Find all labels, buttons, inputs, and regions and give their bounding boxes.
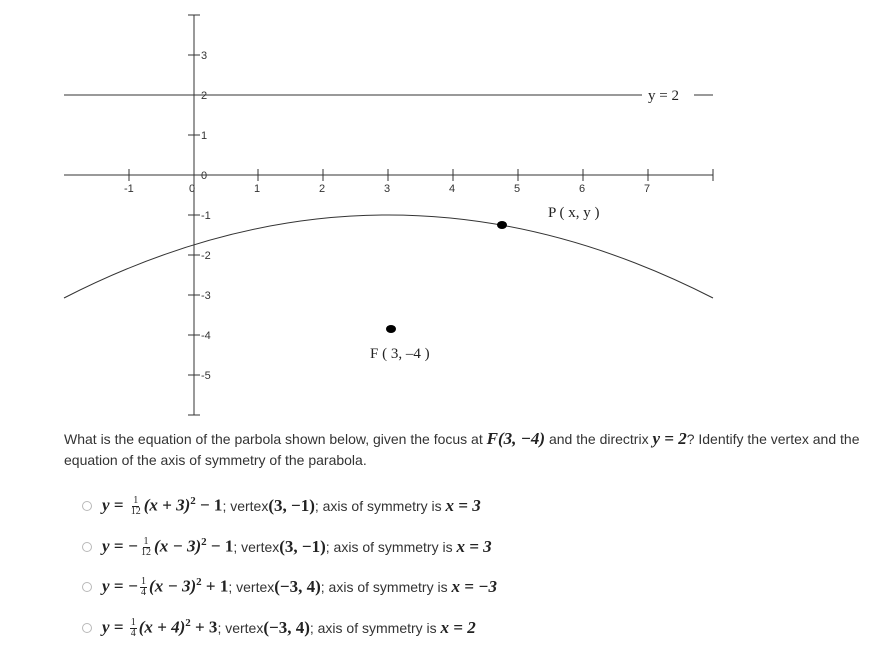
focus-math: F(3, −4): [487, 429, 545, 448]
vertex-value: (−3, 4): [274, 577, 321, 597]
question-text-part: What is the equation of the parbola shown below, given the focus at: [64, 431, 487, 447]
vertex-label: ; vertex: [222, 498, 268, 514]
x-tick-label: 5: [514, 183, 520, 195]
answer-choice-1[interactable]: [82, 486, 497, 527]
vertex-value: (3, −1): [279, 537, 326, 557]
y-tick-label: -5: [201, 370, 211, 382]
point-p-marker: [497, 221, 507, 229]
axis-value: x = −3: [451, 577, 497, 597]
focus-marker: [386, 325, 396, 333]
answer-choice-2[interactable]: [82, 527, 497, 568]
vertex-label: ; vertex: [228, 579, 274, 595]
equation: y = $\frac{1}{12}$ $(x + 3)^2 - 1$: [102, 495, 222, 517]
vertex-label: ; vertex: [217, 620, 263, 636]
x-tick-label: 2: [319, 183, 325, 195]
y-tick-label: -2: [201, 250, 211, 262]
answer-choice-3[interactable]: [82, 567, 497, 608]
axis-value: x = 2: [441, 618, 476, 638]
answer-choice-4[interactable]: [82, 608, 497, 648]
y-tick-label: 2: [201, 90, 207, 102]
y-tick-label: -3: [201, 290, 211, 302]
axis-label: ; axis of symmetry is: [321, 579, 448, 595]
radio-button[interactable]: [82, 623, 92, 633]
y-axis-ticks: [188, 50, 211, 382]
axis-label: ; axis of symmetry is: [326, 539, 453, 555]
y-tick-label: -1: [201, 210, 211, 222]
y-tick-label: 3: [201, 50, 207, 62]
x-tick-label: 0: [189, 183, 195, 195]
axis-label: ; axis of symmetry is: [310, 620, 437, 636]
vertex-label: ; vertex: [233, 539, 279, 555]
equation: y = $\frac{1}{4}$ $(x + 4)^2 + 3$: [102, 617, 217, 639]
radio-button[interactable]: [82, 582, 92, 592]
answer-choices: [82, 486, 497, 648]
x-tick-label: 6: [579, 183, 585, 195]
directrix-label: y = 2: [648, 88, 679, 104]
focus-label: F ( 3, –4 ): [370, 346, 430, 362]
vertex-value: (−3, 4): [263, 618, 310, 638]
directrix-math: y = 2: [652, 429, 686, 448]
vertex-value: (3, −1): [268, 496, 315, 516]
question-text-part: ? Identify the vertex and the equation of the axis of symmetry of the parabola.: [64, 431, 859, 468]
x-tick-label: 7: [644, 183, 650, 195]
axis-value: x = 3: [456, 537, 491, 557]
equation: y = − $\frac{1}{4}$ $(x - 3)^2 + 1$: [102, 576, 228, 598]
point-p-label: P ( x, y ): [548, 205, 600, 221]
axis-value: x = 3: [446, 496, 481, 516]
x-tick-label: 1: [254, 183, 260, 195]
parabola-curve: [64, 215, 713, 298]
equation: y = − $\frac{1}{12}$ $(x - 3)^2 - 1$: [102, 536, 233, 558]
axis-label: ; axis of symmetry is: [315, 498, 442, 514]
question-text: [64, 428, 869, 471]
x-tick-label: 4: [449, 183, 455, 195]
x-tick-label: 3: [384, 183, 390, 195]
question-text-part: and the directrix: [545, 431, 652, 447]
radio-button[interactable]: [82, 501, 92, 511]
radio-button[interactable]: [82, 542, 92, 552]
y-tick-label: 0: [201, 170, 207, 182]
y-tick-label: 1: [201, 130, 207, 142]
x-tick-label: -1: [124, 183, 134, 195]
y-tick-label: -4: [201, 330, 211, 342]
